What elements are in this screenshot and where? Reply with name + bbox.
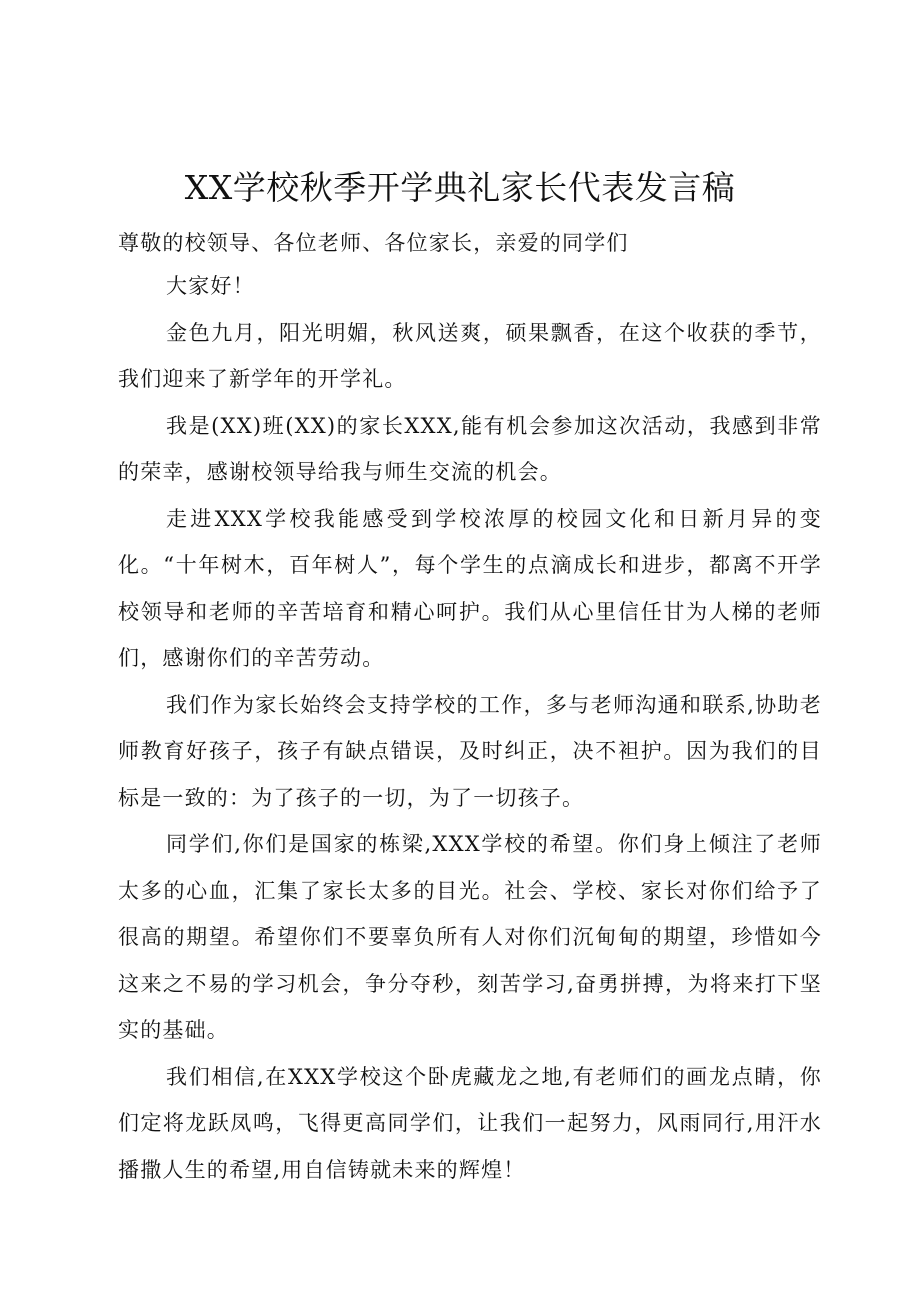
salutation: 尊敬的校领导、各位老师、各位家长，亲爱的同学们	[118, 231, 629, 255]
paragraph-students: 同学们,你们是国家的栋梁,XXX学校的希望。你们身上倾注了老师太多的心血，汇集了家长太多的目光。社会、学校、家长对你们给予了很高的期望。希望你们不要辜负所有人对你们沉甸甸的期望，珍惜如今这来之不易的学习机会，争分夺秒，刻苦学习,奋勇拼搏，为将来打下坚实的基础。	[118, 832, 822, 1042]
paragraph-greeting: 大家好！	[166, 274, 255, 298]
paragraph-season: 金色九月，阳光明媚，秋风送爽，硕果飘香，在这个收获的季节，我们迎来了新学年的开学礼。	[118, 320, 822, 391]
paragraph-introduction: 我是(XX)班(XX)的家长XXX,能有机会参加这次活动，我感到非常的荣幸，感谢校领导给我与师生交流的机会。	[118, 413, 822, 484]
document-title: XX学校秋季开学典礼家长代表发言稿	[184, 168, 736, 207]
paragraph-parent-support: 我们作为家长始终会支持学校的工作，多与老师沟通和联系,协助老师教育好孩子，孩子有缺点错误，及时纠正，决不袒护。因为我们的目标是一致的：为了孩子的一切，为了一切孩子。	[118, 692, 822, 810]
paragraph-closing: 我们相信,在XXX学校这个卧虎藏龙之地,有老师们的画龙点睛，你们定将龙跃凤鸣，飞得更高同学们，让我们一起努力，风雨同行,用汗水播撒人生的希望,用自信铸就未来的辉煌！	[118, 1064, 822, 1182]
document-body	[118, 223, 822, 1193]
paragraph-school-culture: 走进XXX学校我能感受到学校浓厚的校园文化和日新月异的变化。“十年树木，百年树人”，每个学生的点滴成长和进步，都离不开学校领导和老师的辛苦培育和精心呵护。我们从心里信任甘为人梯的老师们，感谢你们的辛苦劳动。	[118, 506, 822, 670]
